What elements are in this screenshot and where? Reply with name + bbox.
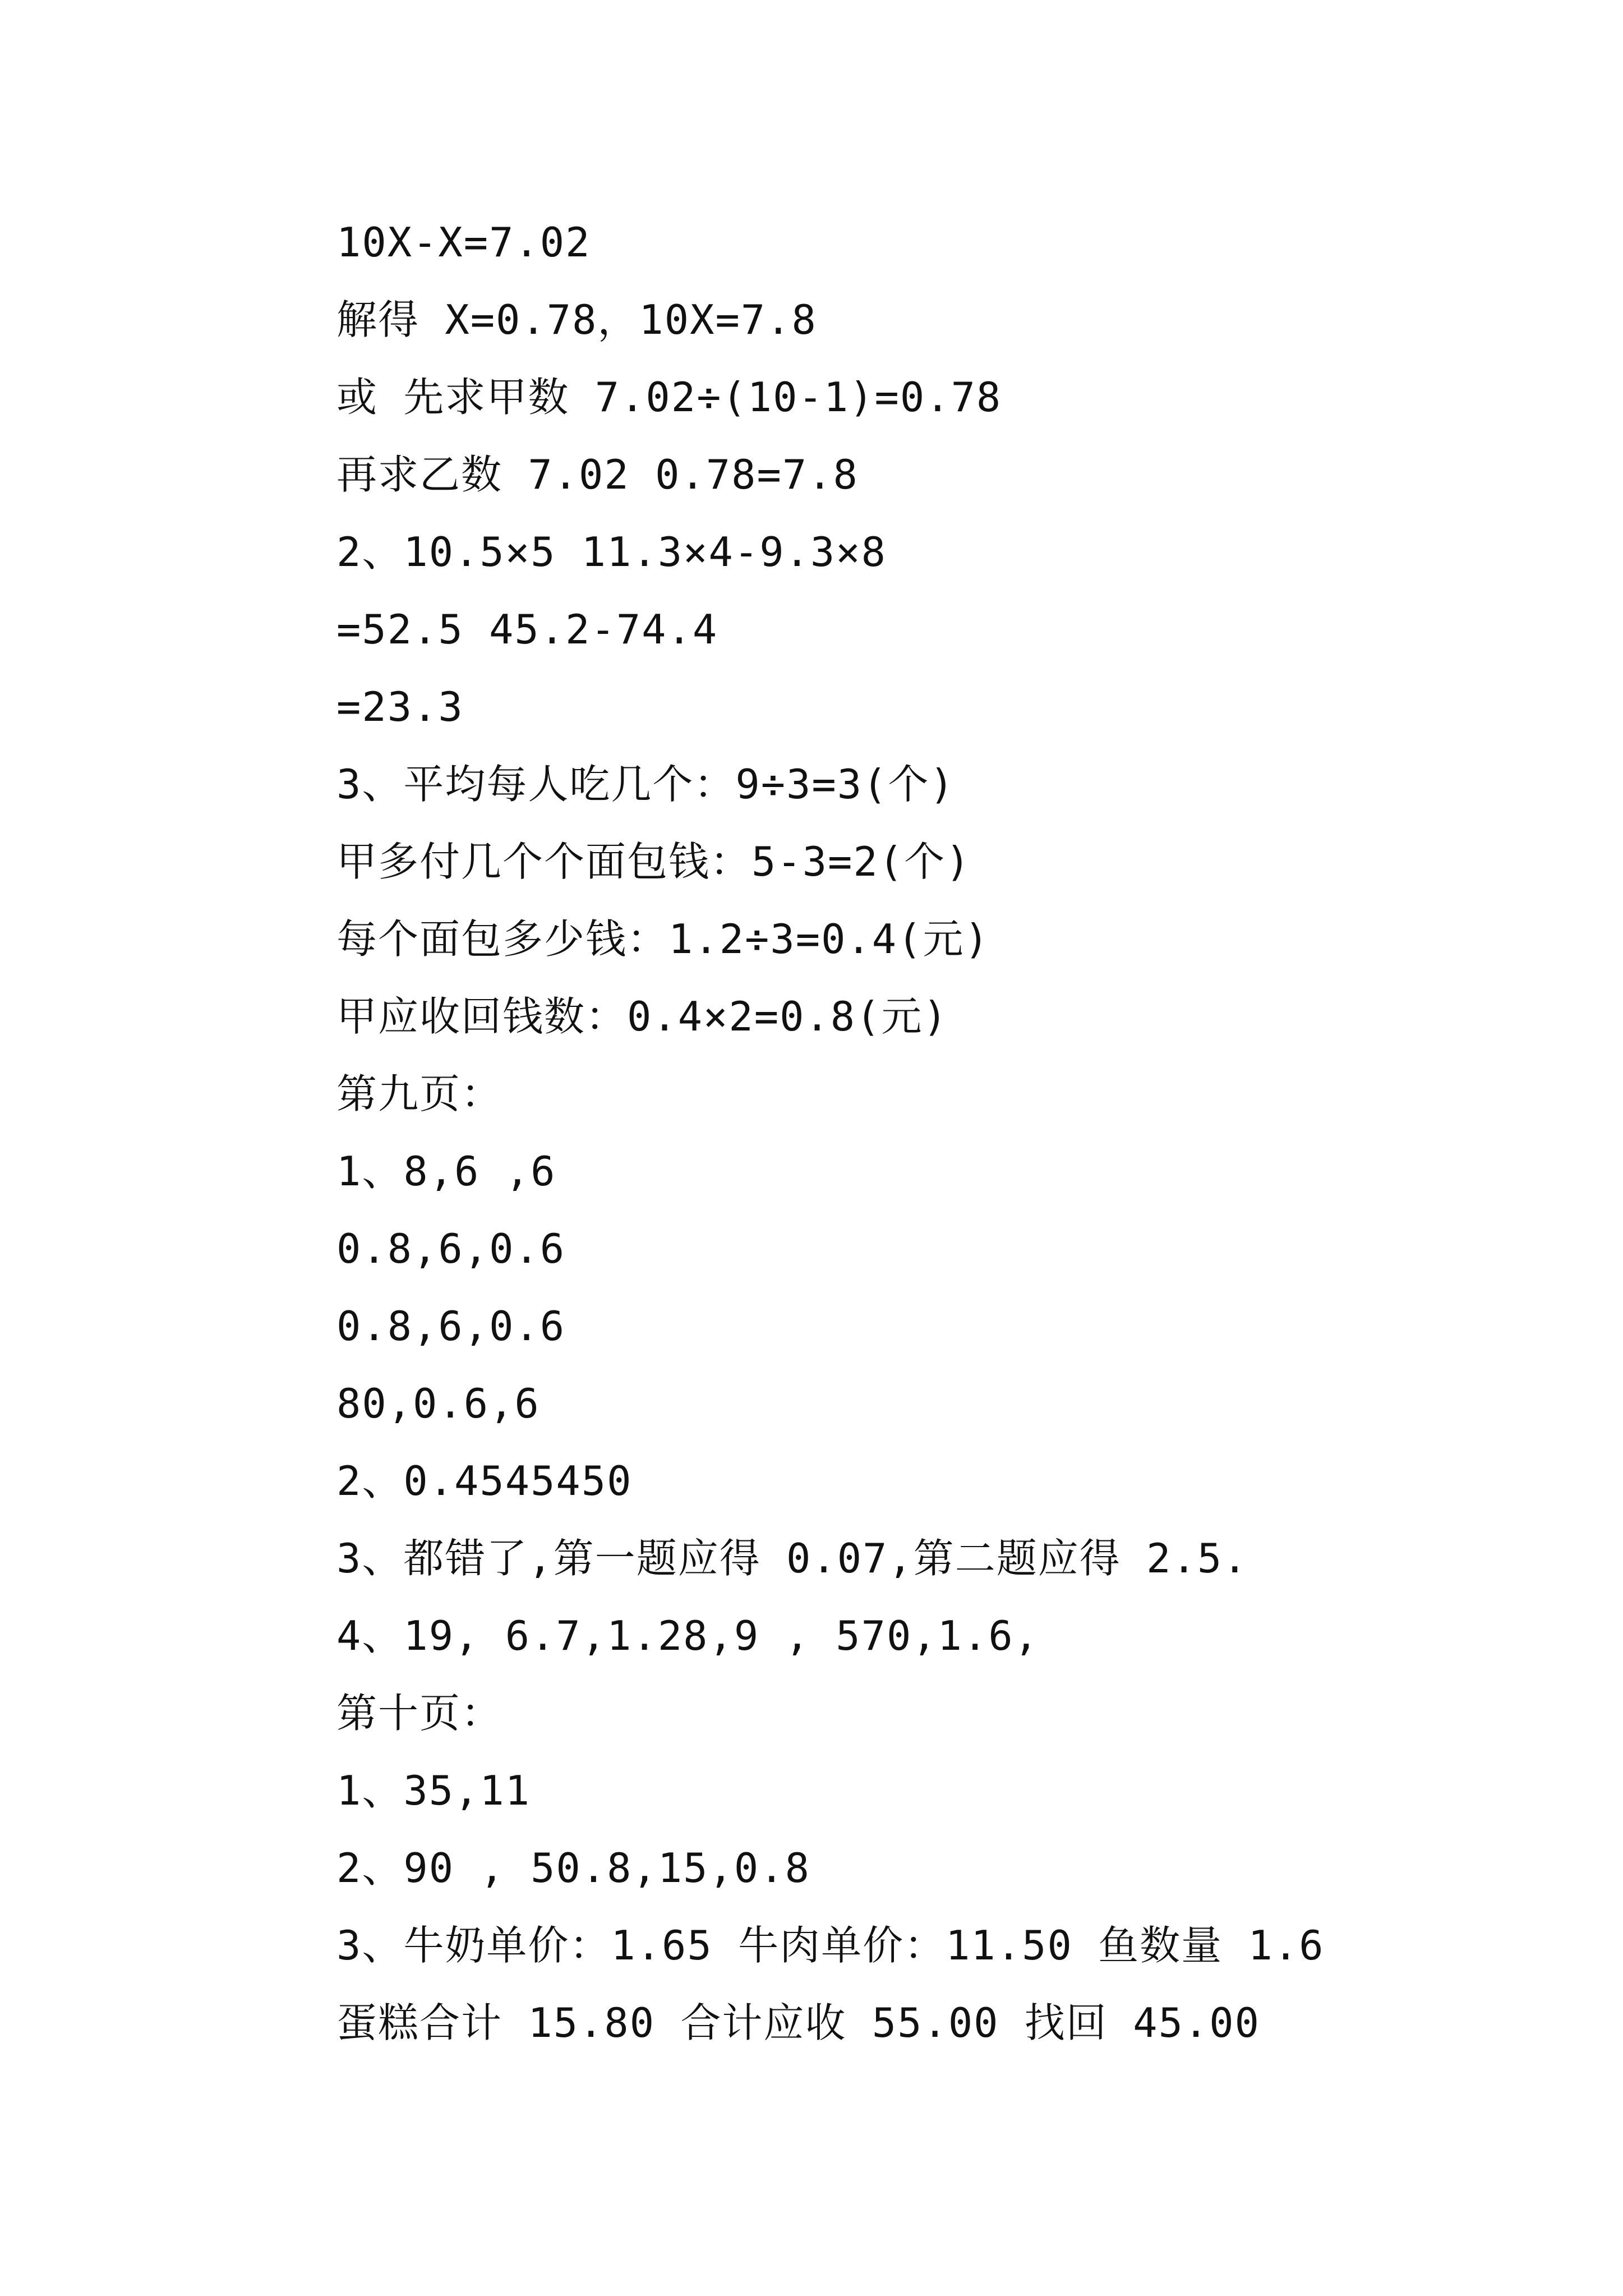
text-line: 甲应收回钱数：0.4×2=0.8(元)	[336, 993, 948, 1040]
text-line: 0.8,6,0.6	[336, 1225, 566, 1272]
text-line: 甲多付几个个面包钱：5-3=2(个)	[336, 838, 971, 885]
text-line: 10X-X=7.02	[336, 219, 591, 266]
document-body	[336, 204, 1514, 2062]
section-heading: 第九页：	[336, 1070, 503, 1117]
text-line: 蛋糕合计 15.80 合计应收 55.00 找回 45.00	[336, 1999, 1260, 2046]
text-line: 3、平均每人吃几个：9÷3=3(个)	[336, 761, 955, 808]
text-line: 解得 X=0.78，10X=7.8	[336, 296, 817, 343]
text-line: 或 先求甲数 7.02÷(10-1)=0.78	[336, 374, 1002, 421]
text-line: 80,0.6,6	[336, 1380, 540, 1427]
text-line: 0.8,6,0.6	[336, 1303, 566, 1350]
text-line: 再求乙数 7.02 0.78=7.8	[336, 451, 859, 498]
text-line: 2、90 , 50.8,15,0.8	[336, 1844, 810, 1892]
text-line: =52.5 45.2-74.4	[336, 606, 718, 653]
text-line: 3、都错了,第一题应得 0.07,第二题应得 2.5.	[336, 1535, 1248, 1582]
text-line: 1、8,6 ,6	[336, 1148, 556, 1195]
text-line: 2、0.4545450	[336, 1457, 633, 1504]
text-line: 2、10.5×5 11.3×4-9.3×8	[336, 528, 887, 576]
text-line: 4、19, 6.7,1.28,9 , 570,1.6,	[336, 1612, 1040, 1659]
section-heading: 第十页：	[336, 1690, 503, 1737]
text-line: 3、牛奶单价：1.65 牛肉单价：11.50 鱼数量 1.6	[336, 1922, 1325, 1969]
text-line: 每个面包多少钱：1.2÷3=0.4(元)	[336, 915, 990, 963]
text-line: =23.3	[336, 683, 464, 730]
text-line: 1、35,11	[336, 1767, 531, 1814]
